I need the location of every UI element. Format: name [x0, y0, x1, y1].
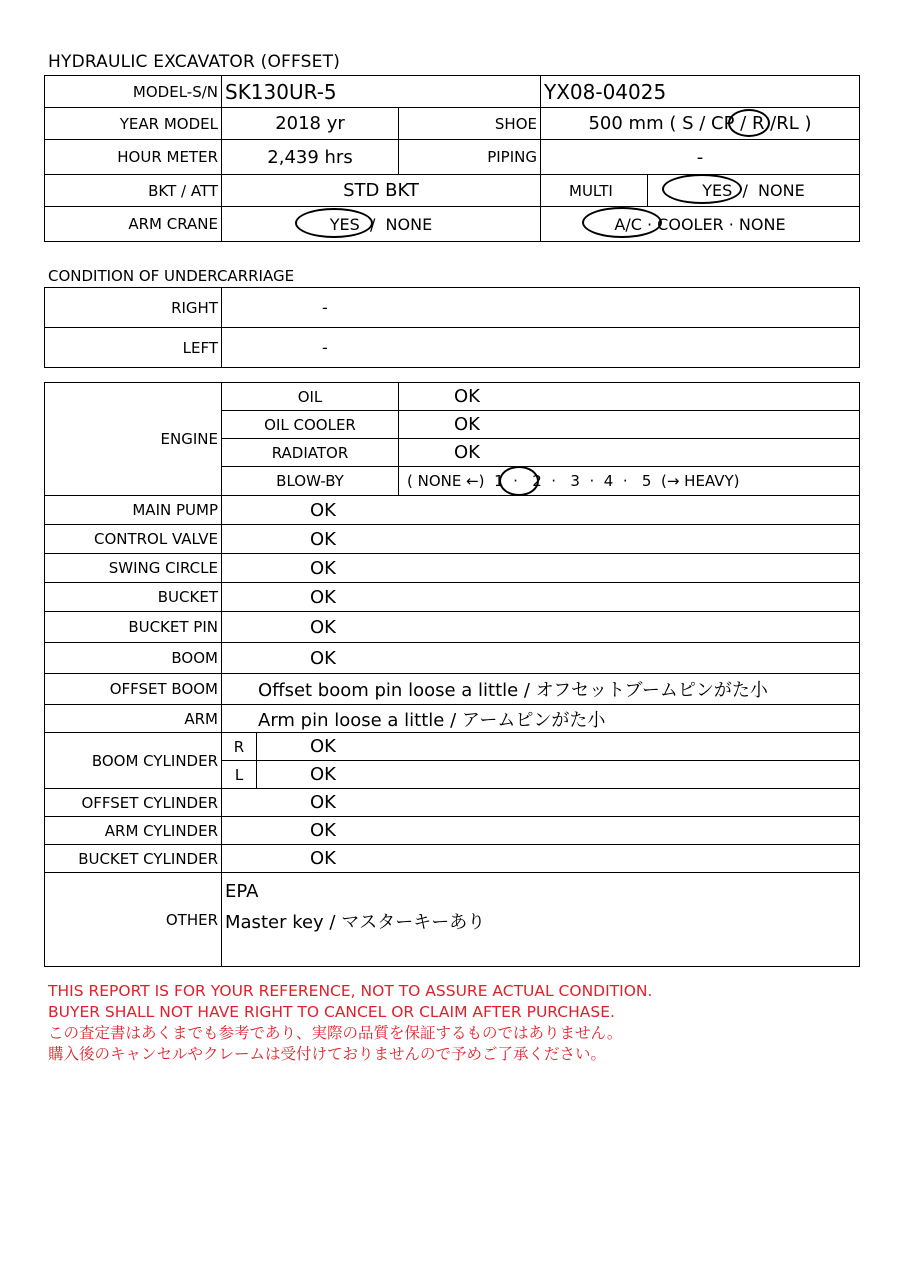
boom-cylinder-label: BOOM CYLINDER	[45, 733, 222, 789]
hour-meter-label: HOUR METER	[45, 140, 222, 175]
uc-left-value: -	[222, 328, 860, 368]
bucket-cylinder-value: OK	[222, 845, 860, 873]
year-value: 2018 yr	[222, 108, 399, 140]
disclaimer	[48, 981, 652, 1065]
arm-cylinder-value: OK	[222, 817, 860, 845]
multi-value: YES / NONE	[648, 175, 860, 207]
boom-cyl-r-value: OK	[257, 733, 860, 761]
bucket-value: OK	[222, 583, 860, 612]
main-pump-label: MAIN PUMP	[45, 496, 222, 525]
uc-left-label: LEFT	[45, 328, 222, 368]
disclaimer-line-4: 購入後のキャンセルやクレームは受付けておりませんので予めご了承ください。	[48, 1045, 607, 1063]
arm-crane-label: ARM CRANE	[45, 207, 222, 242]
bucket-label: BUCKET	[45, 583, 222, 612]
shoe-label: SHOE	[399, 108, 541, 140]
ac-value: A/C · COOLER · NONE	[541, 207, 860, 242]
engine-label: ENGINE	[45, 383, 222, 496]
boom-cyl-r-label: R	[222, 733, 257, 761]
offset-cylinder-label: OFFSET CYLINDER	[45, 789, 222, 817]
boom-label: BOOM	[45, 643, 222, 674]
offset-boom-label: OFFSET BOOM	[45, 674, 222, 705]
piping-value: -	[541, 140, 860, 175]
other-line-1: EPA	[225, 881, 259, 902]
serial-value: YX08-04025	[541, 76, 860, 108]
disclaimer-line-2: BUYER SHALL NOT HAVE RIGHT TO CANCEL OR CLAIM AFTER PURCHASE.	[48, 1003, 615, 1021]
main-pump-value: OK	[222, 496, 860, 525]
offset-cylinder-value: OK	[222, 789, 860, 817]
arm-label: ARM	[45, 705, 222, 733]
spec-table	[44, 75, 860, 242]
arm-value: Arm pin loose a little / アームピンがた小	[222, 705, 860, 733]
ac-circle	[582, 207, 662, 238]
blowby-selected-circle	[499, 466, 539, 496]
disclaimer-line-1: THIS REPORT IS FOR YOUR REFERENCE, NOT TO ASSURE ACTUAL CONDITION.	[48, 982, 653, 1000]
arm-crane-yes-circle	[295, 208, 373, 238]
hour-meter-value: 2,439 hrs	[222, 140, 399, 175]
multi-label: MULTI	[541, 175, 648, 207]
blowby-scale: ( NONE ←) 1 · 2 · 3 · 4 · 5 (→ HEAVY)	[399, 467, 860, 496]
shoe-cp-circle	[728, 109, 770, 137]
bucket-cylinder-label: BUCKET CYLINDER	[45, 845, 222, 873]
uc-right-value: -	[222, 288, 860, 328]
oil-value: OK	[399, 383, 860, 411]
other-value	[222, 873, 860, 967]
swing-circle-value: OK	[222, 554, 860, 583]
arm-crane-value: YES / NONE	[222, 207, 541, 242]
document-title: HYDRAULIC EXCAVATOR (OFFSET)	[48, 52, 341, 72]
disclaimer-line-3: この査定書はあくまでも参考であり、実際の品質を保証するものではありません。	[48, 1024, 623, 1042]
offset-boom-value: Offset boom pin loose a little / オフセットブームピンがた小	[222, 674, 860, 705]
bkt-att-value: STD BKT	[222, 175, 541, 207]
undercarriage-heading: CONDITION OF UNDERCARRIAGE	[48, 267, 295, 285]
swing-circle-label: SWING CIRCLE	[45, 554, 222, 583]
boom-cyl-l-value: OK	[257, 761, 860, 789]
other-line-2: Master key / マスターキーあり	[225, 912, 486, 933]
bucket-pin-value: OK	[222, 612, 860, 643]
year-label: YEAR MODEL	[45, 108, 222, 140]
piping-label: PIPING	[399, 140, 541, 175]
boom-cyl-l-label: L	[222, 761, 257, 789]
radiator-value: OK	[399, 439, 860, 467]
oil-label: OIL	[222, 383, 399, 411]
shoe-value: 500 mm ( S / CP / R /RL )	[541, 108, 860, 140]
uc-right-label: RIGHT	[45, 288, 222, 328]
bkt-att-label: BKT / ATT	[45, 175, 222, 207]
condition-table	[44, 382, 860, 967]
model-sn-label: MODEL-S/N	[45, 76, 222, 108]
oil-cooler-label: OIL COOLER	[222, 411, 399, 439]
radiator-label: RADIATOR	[222, 439, 399, 467]
control-valve-label: CONTROL VALVE	[45, 525, 222, 554]
bucket-pin-label: BUCKET PIN	[45, 612, 222, 643]
control-valve-value: OK	[222, 525, 860, 554]
oil-cooler-value: OK	[399, 411, 860, 439]
boom-value: OK	[222, 643, 860, 674]
other-label: OTHER	[45, 873, 222, 967]
undercarriage-table	[44, 287, 860, 368]
arm-cylinder-label: ARM CYLINDER	[45, 817, 222, 845]
blowby-label: BLOW-BY	[222, 467, 399, 496]
model-value: SK130UR-5	[222, 76, 541, 108]
multi-yes-circle	[662, 174, 742, 204]
